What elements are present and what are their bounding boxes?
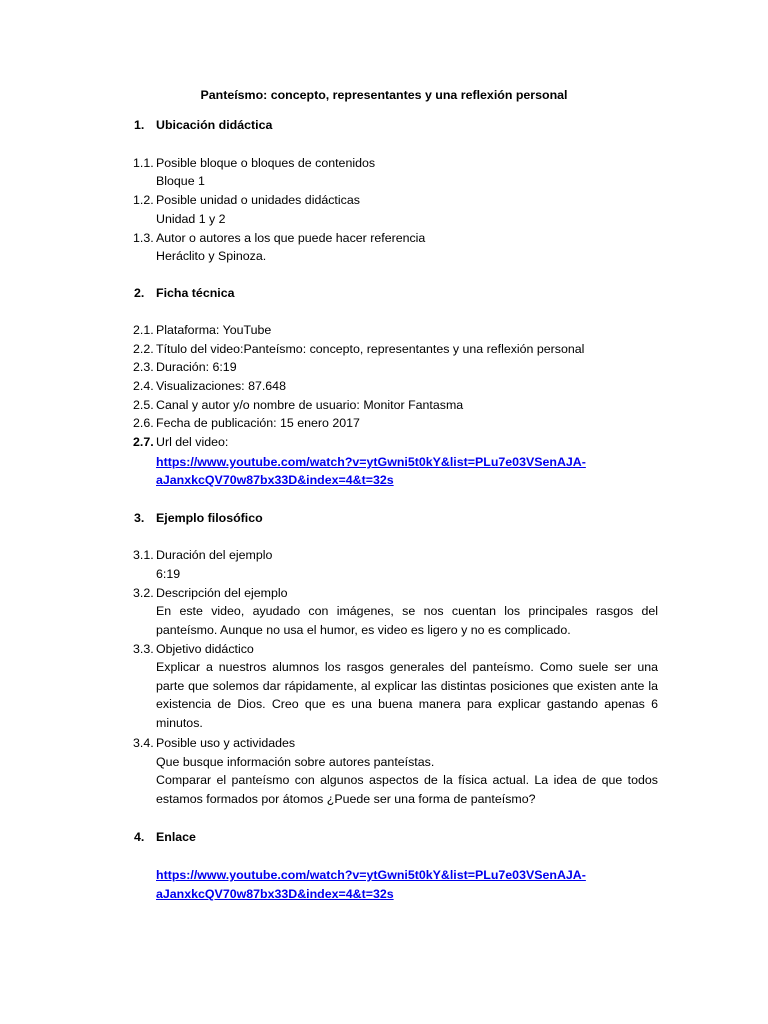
list-item: 3.2. Descripción del ejemplo <box>133 586 288 600</box>
section-3-heading: 3. Ejemplo filosófico <box>134 511 263 525</box>
activity-paragraph: Comparar el panteísmo con algunos aspectos de la física actual. La idea de que todos estamos formados por átomos ¿Puede ser una forma de panteísmo? <box>156 773 658 806</box>
list-item: 1.3. Autor o autores a los que puede hacer referencia <box>133 231 426 245</box>
list-item: 2.5. Canal y autor y/o nombre de usuario: Monitor Fantasma <box>133 398 464 412</box>
list-item-value: Bloque 1 <box>156 174 205 188</box>
list-item: 2.6. Fecha de publicación: 15 enero 2017 <box>133 416 360 430</box>
video-url-link[interactable]: https://www.youtube.com/watch?v=ytGwni5t0kY&list=PLu7e03VSenAJA- <box>156 455 586 469</box>
section-2-heading: 2. Ficha técnica <box>134 286 235 300</box>
enlace-url-link[interactable]: https://www.youtube.com/watch?v=ytGwni5t0kY&list=PLu7e03VSenAJA- <box>156 868 586 882</box>
list-item: 3.4. Posible uso y actividades <box>133 736 296 750</box>
objective-paragraph: Explicar a nuestros alumnos los rasgos generales del panteísmo. Como suele ser una parte que solemos dar rápidamente, al explicar las distintas posiciones que existen ante la existencia de Dios. Creo que es una buena manera para explicar gastando apenas 6 minutos. <box>156 660 658 730</box>
list-item: 3.1. Duración del ejemplo <box>133 548 273 562</box>
description-paragraph: En este video, ayudado con imágenes, se nos cuentan los principales rasgos del panteísmo. Aunque no usa el humor, es video es ligero y no es complicado. <box>156 604 658 637</box>
list-item-value: 6:19 <box>156 567 181 581</box>
list-item: 2.7. Url del video: <box>133 435 229 449</box>
enlace-url-link-continued[interactable]: aJanxkcQV70w87bx33D&index=4&t=32s <box>156 887 394 901</box>
list-item-value: Unidad 1 y 2 <box>156 212 226 226</box>
list-item: 2.3. Duración: 6:19 <box>133 360 237 374</box>
list-item: 2.2. Título del video:Panteísmo: concepto, representantes y una reflexión personal <box>133 342 585 356</box>
list-item-value: Heráclito y Spinoza. <box>156 249 267 263</box>
section-4-heading: 4. Enlace <box>134 830 196 844</box>
section-1-heading: 1. Ubicación didáctica <box>134 118 273 132</box>
video-url-link-continued[interactable]: aJanxkcQV70w87bx33D&index=4&t=32s <box>156 473 394 487</box>
activity-line: Que busque información sobre autores panteístas. <box>156 755 435 769</box>
list-item: 1.1. Posible bloque o bloques de contenidos <box>133 156 376 170</box>
document-title: Panteísmo: concepto, representantes y una reflexión personal <box>200 88 568 102</box>
list-item: 3.3. Objetivo didáctico <box>133 642 254 656</box>
list-item: 1.2. Posible unidad o unidades didácticas <box>133 193 360 207</box>
list-item: 2.4. Visualizaciones: 87.648 <box>133 379 286 393</box>
list-item: 2.1. Plataforma: YouTube <box>133 323 272 337</box>
